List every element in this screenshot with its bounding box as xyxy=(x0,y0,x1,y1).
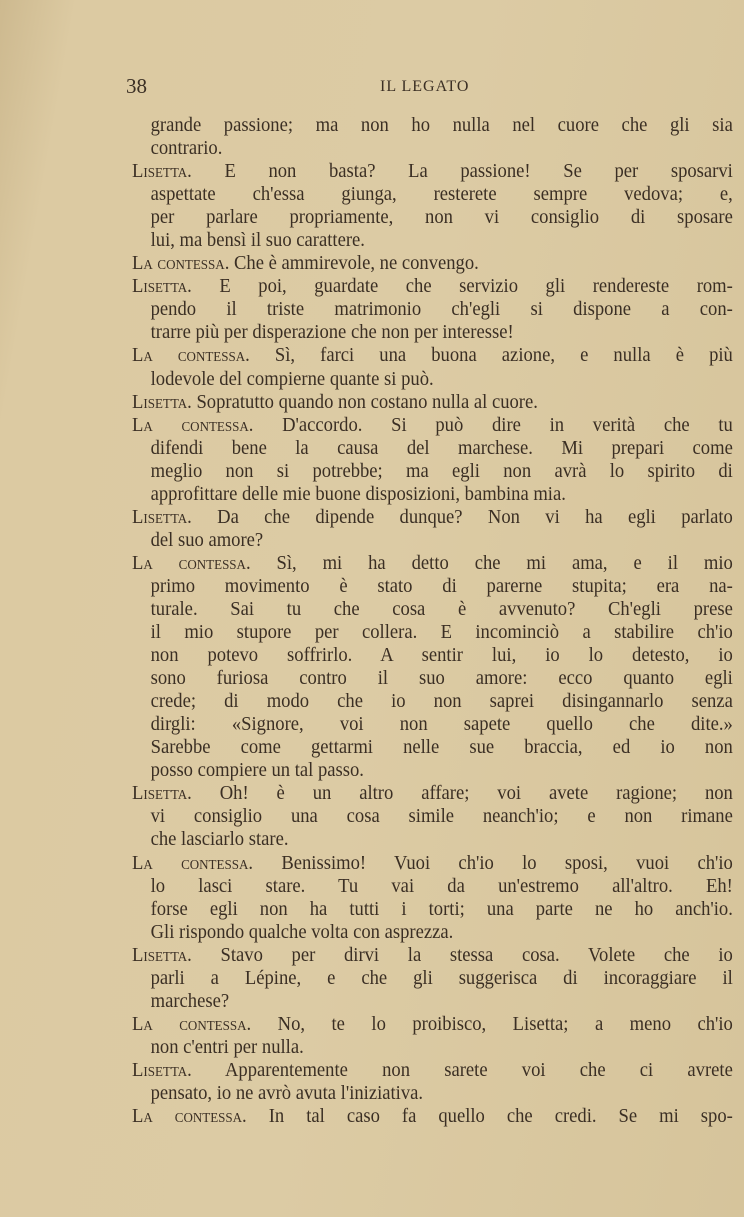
text-line xyxy=(132,252,733,275)
text-line xyxy=(132,460,733,483)
text-line xyxy=(132,483,733,506)
line-text: dirgli: «Signore, voi non sapete quello che dite.» xyxy=(150,713,733,736)
line-text: lodevole del compierne quante si può. xyxy=(150,367,434,390)
line-text: E non basta? La passione! Se per sposarvi xyxy=(224,160,733,183)
line-text: No, te lo proibisco, Lisetta; a meno ch'io xyxy=(277,1012,733,1035)
text-line xyxy=(132,298,733,321)
line-text: Sì, mi ha detto che mi ama, e il mio xyxy=(276,551,733,574)
speech xyxy=(132,114,733,160)
text-line xyxy=(132,621,733,644)
text-line xyxy=(132,552,733,575)
text-line xyxy=(132,713,733,736)
line-text: pensato, io ne avrò avuta l'iniziativa. xyxy=(150,1081,424,1104)
line-text: E poi, guardate che servizio gli rendereste rom- xyxy=(219,275,733,298)
line-text: aspettate ch'essa giunga, resterete sempre vedova; e, xyxy=(150,183,733,206)
page-header xyxy=(126,74,733,100)
line-text: parli a Lépine, e che gli suggerisca di incoraggiare il xyxy=(150,966,733,989)
line-text: Da che dipende dunque? Non vi ha egli parlato xyxy=(217,505,733,528)
text-line xyxy=(132,782,733,805)
speech xyxy=(132,1105,733,1128)
line-text: Benissimo! Vuoi ch'io lo sposi, vuoi ch'io xyxy=(281,851,733,874)
speaker-name: La contessa. xyxy=(132,413,254,436)
text-line xyxy=(132,160,733,183)
line-text: D'accordo. Si può dire in verità che tu xyxy=(282,413,733,436)
text-line xyxy=(132,437,733,460)
speech xyxy=(132,275,733,344)
line-text: Stavo per dirvi la stessa cosa. Volete che io xyxy=(220,943,733,966)
speech xyxy=(132,782,733,851)
text-line xyxy=(132,967,733,990)
line-text: approfittare delle mie buone disposizioni, bambina mia. xyxy=(150,482,566,505)
speaker-name: La contessa. xyxy=(132,851,254,874)
text-line xyxy=(132,1082,733,1105)
text-line xyxy=(132,575,733,598)
text-line xyxy=(132,229,733,252)
speaker-name: Lisetta. xyxy=(132,505,192,528)
text-line xyxy=(132,667,733,690)
text-line xyxy=(132,736,733,759)
speaker-name: La contessa. xyxy=(132,252,230,275)
line-text: non potevo soffrirlo. A sentir lui, io lo detesto, io xyxy=(150,644,733,667)
line-text: posso compiere un tal passo. xyxy=(150,759,364,782)
speech xyxy=(132,160,733,252)
speech xyxy=(132,344,733,390)
text-line xyxy=(132,598,733,621)
line-text: Sopratutto quando non costano nulla al cuore. xyxy=(196,390,538,413)
line-text: meglio non si potrebbe; ma egli non avrà lo spirito di xyxy=(150,459,733,482)
text-line xyxy=(132,344,733,367)
line-text: del suo amore? xyxy=(150,528,264,551)
speech xyxy=(132,852,733,944)
line-text: Oh! è un altro affare; voi avete ragione; non xyxy=(219,782,733,805)
text-line xyxy=(132,183,733,206)
text-line xyxy=(132,644,733,667)
line-text: sono furiosa contro il suo amore: ecco quanto egli xyxy=(150,667,733,690)
text-line xyxy=(132,1036,733,1059)
text-line xyxy=(132,1059,733,1082)
speech xyxy=(132,552,733,782)
text-line xyxy=(132,828,733,851)
line-text: trarre più per disperazione che non per interesse! xyxy=(150,321,514,344)
text-line xyxy=(132,206,733,229)
speech xyxy=(132,944,733,1013)
line-text: per parlare propriamente, non vi consiglio di sposare xyxy=(150,206,733,229)
line-text: forse egli non ha tutti i torti; una parte ne ho anch'io. xyxy=(150,897,733,920)
speaker-name: Lisetta. xyxy=(132,782,192,805)
text-line xyxy=(132,506,733,529)
speaker-name: Lisetta. xyxy=(132,275,192,298)
speaker-name: La contessa. xyxy=(132,344,250,367)
speech xyxy=(132,391,733,414)
text-line xyxy=(132,898,733,921)
line-text: Che è ammirevole, ne convengo. xyxy=(233,252,479,275)
line-text: difendi bene la causa del marchese. Mi prepari come xyxy=(150,436,733,459)
line-text: In tal caso fa quello che credi. Se mi spo- xyxy=(268,1105,733,1128)
line-text: Gli rispondo qualche volta con asprezza. xyxy=(150,920,454,943)
text-line xyxy=(132,391,733,414)
line-text: contrario. xyxy=(150,137,223,160)
line-text: il mio stupore per collera. E incominciò a stabilire ch'io xyxy=(150,621,733,644)
speaker-name: Lisetta. xyxy=(132,943,192,966)
line-text: pendo il triste matrimonio ch'egli si dispone a con- xyxy=(150,298,733,321)
text-line xyxy=(132,114,733,137)
speaker-name: Lisetta. xyxy=(132,160,192,183)
text-line xyxy=(132,137,733,160)
text-line xyxy=(132,990,733,1013)
speech xyxy=(132,1013,733,1059)
text-line xyxy=(132,805,733,828)
text-line xyxy=(132,921,733,944)
line-text: lui, ma bensì il suo carattere. xyxy=(150,229,365,252)
line-text: marchese? xyxy=(150,989,230,1012)
speaker-name: Lisetta. xyxy=(132,390,192,413)
speaker-name: Lisetta. xyxy=(132,1058,192,1081)
running-title: IL LEGATO xyxy=(380,78,470,95)
line-text: vi consiglio una cosa simile neanch'io; e non rimane xyxy=(150,805,733,828)
line-text: lo lasci stare. Tu vai da un'estremo all'altro. Eh! xyxy=(150,874,733,897)
text-line xyxy=(132,1013,733,1036)
text-line xyxy=(132,414,733,437)
line-text: Apparentemente non sarete voi che ci avrete xyxy=(225,1058,733,1081)
line-text: Sarebbe come gettarmi nelle sue braccia, ed io non xyxy=(150,736,733,759)
line-text: primo movimento è stato di parerne stupita; era na- xyxy=(150,574,733,597)
dialogue-text xyxy=(132,114,733,1128)
speaker-name: La contessa. xyxy=(132,1012,252,1035)
text-line xyxy=(132,1105,733,1128)
text-line xyxy=(132,944,733,967)
speaker-name: La contessa. xyxy=(132,1105,247,1128)
text-line xyxy=(132,368,733,391)
text-line xyxy=(132,690,733,713)
speaker-name: La contessa. xyxy=(132,551,251,574)
line-text: che lasciarlo stare. xyxy=(150,828,289,851)
line-text: non c'entri per nulla. xyxy=(150,1035,304,1058)
text-line xyxy=(132,759,733,782)
text-line xyxy=(132,529,733,552)
line-text: grande passione; ma non ho nulla nel cuore che gli sia xyxy=(150,114,733,136)
speech xyxy=(132,506,733,552)
text-line xyxy=(132,852,733,875)
page-number: 38 xyxy=(126,74,147,98)
text-line xyxy=(132,875,733,898)
line-text: Sì, farci una buona azione, e nulla è più xyxy=(274,344,733,367)
speech xyxy=(132,414,733,506)
speech xyxy=(132,1059,733,1105)
line-text: crede; di modo che io non saprei disingannarlo senza xyxy=(150,690,733,713)
text-line xyxy=(132,321,733,344)
speech xyxy=(132,252,733,275)
text-line xyxy=(132,275,733,298)
line-text: turale. Sai tu che cosa è avvenuto? Ch'egli prese xyxy=(150,597,733,620)
